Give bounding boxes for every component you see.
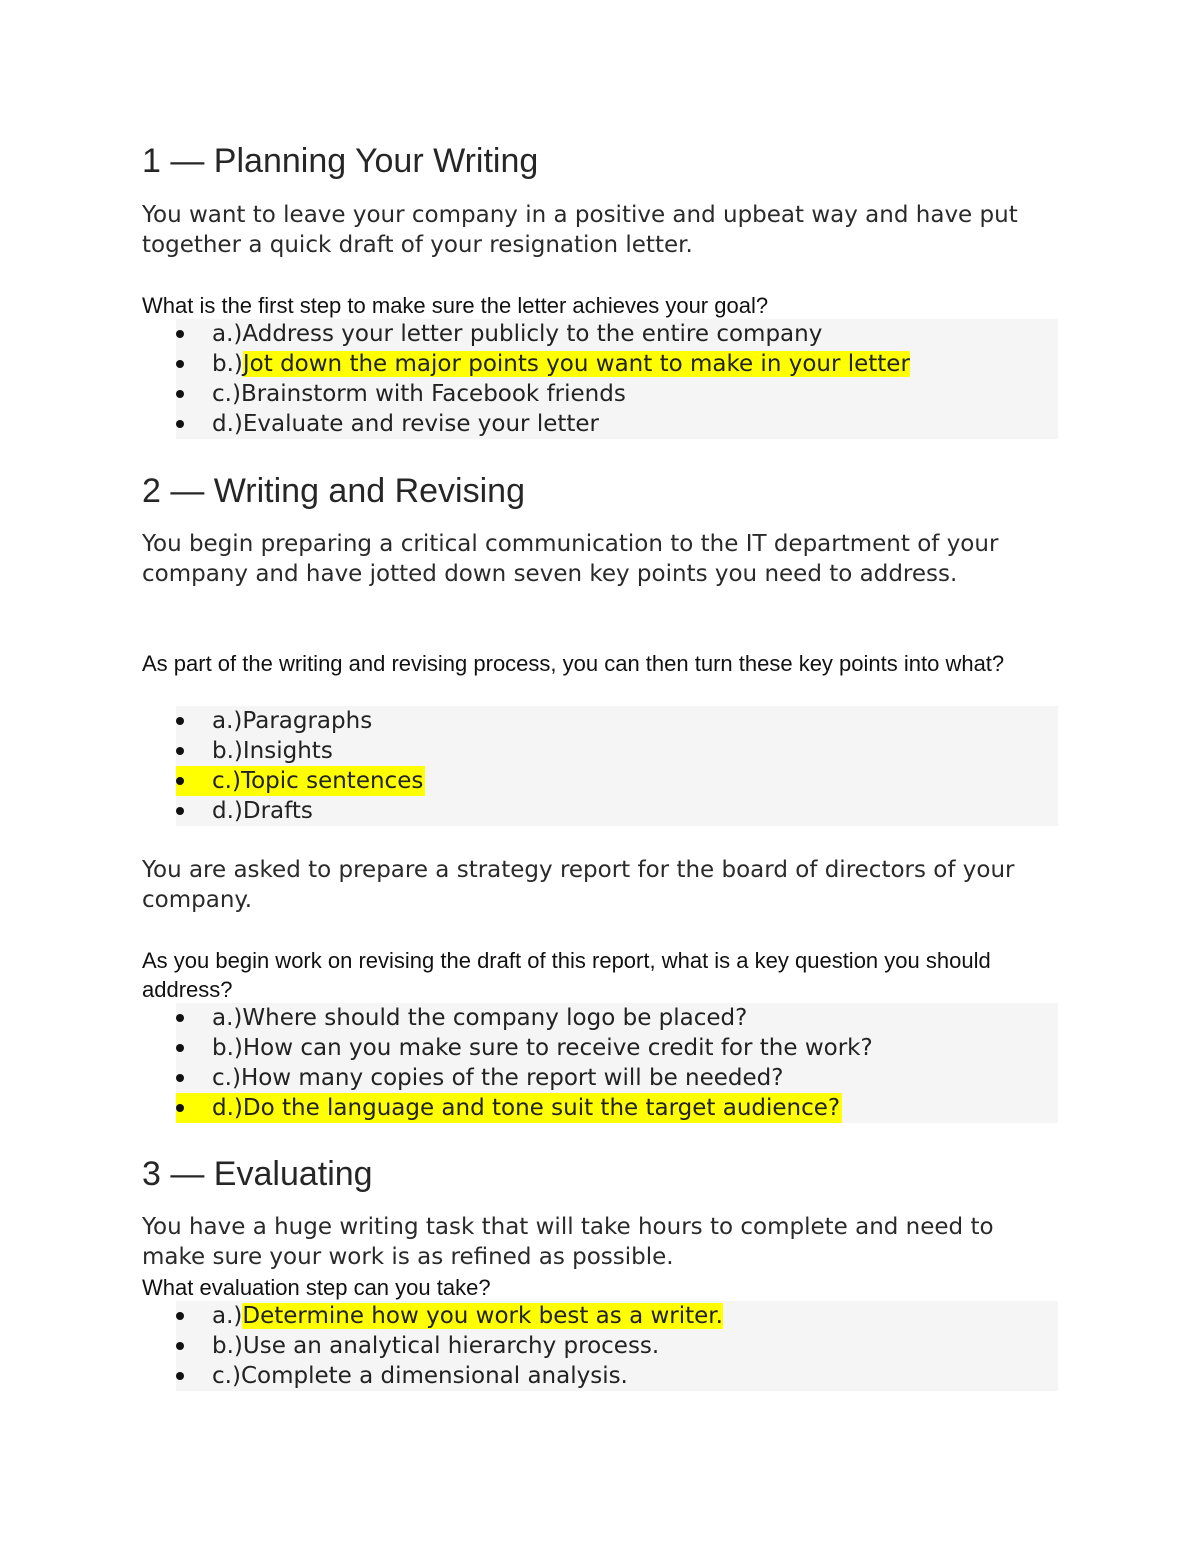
scenario-text: You are asked to prepare a strategy report for the board of directors of your company.	[142, 857, 1015, 913]
option-text: How can you make sure to receive credit for the work?	[242, 1035, 873, 1061]
bullet-icon	[176, 717, 184, 725]
answer-option	[176, 1301, 1058, 1331]
bullet-icon	[176, 1044, 184, 1052]
answer-option	[176, 1361, 1058, 1391]
bullet-icon	[176, 420, 184, 428]
answer-option	[176, 379, 1058, 409]
bullet-icon	[176, 390, 184, 398]
option-letter: d.)	[212, 798, 243, 824]
option-text: Jot down the major points you want to make in your letter	[242, 351, 910, 377]
option-text: Drafts	[242, 798, 313, 824]
option-text: Paragraphs	[242, 708, 373, 734]
question-text: What is the first step to make sure the letter achieves your goal?	[142, 293, 769, 318]
section-heading-writing-revising: 2 — Writing and Revising	[142, 472, 525, 510]
bullet-icon	[176, 330, 184, 338]
scenario-text: You have a huge writing task that will take hours to complete and need to make sure your work is as refined as possible.	[142, 1214, 994, 1270]
bullet-icon	[176, 1014, 184, 1022]
section-heading-planning: 1 — Planning Your Writing	[142, 142, 539, 180]
bullet-icon	[176, 1312, 184, 1320]
option-text: How many copies of the report will be needed?	[240, 1065, 784, 1091]
option-letter: c.)	[212, 381, 241, 407]
option-text: Do the language and tone suit the target audience?	[242, 1095, 841, 1121]
option-text: Brainstorm with Facebook friends	[240, 381, 626, 407]
option-letter: c.)	[212, 768, 241, 794]
answer-option	[176, 1331, 1058, 1361]
answer-option	[176, 736, 1058, 766]
option-letter: b.)	[212, 1035, 243, 1061]
option-letter: a.)	[212, 708, 243, 734]
answer-option	[176, 349, 1058, 379]
answer-options-list	[176, 1003, 1058, 1123]
question-text: As you begin work on revising the draft of this report, what is a key question you should address?	[142, 948, 991, 1002]
option-letter: b.)	[212, 738, 243, 764]
answer-option	[176, 1093, 842, 1123]
bullet-icon	[176, 747, 184, 755]
option-text: Insights	[242, 738, 333, 764]
answer-option	[176, 796, 1058, 826]
answer-option	[176, 1003, 1058, 1033]
option-letter: c.)	[212, 1363, 241, 1389]
option-text: Use an analytical hierarchy process.	[242, 1333, 660, 1359]
bullet-icon	[176, 807, 184, 815]
answer-option	[176, 706, 1058, 736]
option-letter: b.)	[212, 351, 243, 377]
option-letter: a.)	[212, 321, 243, 347]
answer-option	[176, 409, 1058, 439]
option-text: Topic sentences	[240, 768, 424, 794]
option-text: Where should the company logo be placed?	[242, 1005, 748, 1031]
bullet-icon	[176, 1074, 184, 1082]
option-letter: c.)	[212, 1065, 241, 1091]
bullet-icon	[176, 360, 184, 368]
question-text: What evaluation step can you take?	[142, 1275, 491, 1300]
answer-option	[176, 1063, 1058, 1093]
bullet-icon	[176, 777, 184, 785]
answer-options-list	[176, 1301, 1058, 1391]
answer-options-list	[176, 706, 1058, 826]
scenario-text: You begin preparing a critical communication to the IT department of your company and have jotted down seven key points you need to address.	[142, 531, 999, 587]
option-text: Address your letter publicly to the entire company	[242, 321, 823, 347]
option-letter: a.)	[212, 1005, 243, 1031]
answer-option	[176, 766, 425, 796]
option-letter: a.)	[212, 1303, 243, 1329]
question-text: As part of the writing and revising process, you can then turn these key points into what?	[142, 651, 1005, 676]
option-letter: b.)	[212, 1333, 243, 1359]
answer-option	[176, 1033, 1058, 1063]
answer-option	[176, 319, 1058, 349]
answer-options-list	[176, 319, 1058, 439]
section-heading-evaluating: 3 — Evaluating	[142, 1155, 373, 1193]
bullet-icon	[176, 1342, 184, 1350]
option-letter: d.)	[212, 1095, 243, 1121]
option-letter: d.)	[212, 411, 243, 437]
option-text: Determine how you work best as a writer.	[242, 1303, 723, 1329]
bullet-icon	[176, 1104, 184, 1112]
scenario-text: You want to leave your company in a positive and upbeat way and have put together a quick draft of your resignation letter.	[142, 202, 1018, 258]
option-text: Evaluate and revise your letter	[242, 411, 600, 437]
bullet-icon	[176, 1372, 184, 1380]
option-text: Complete a dimensional analysis.	[240, 1363, 628, 1389]
